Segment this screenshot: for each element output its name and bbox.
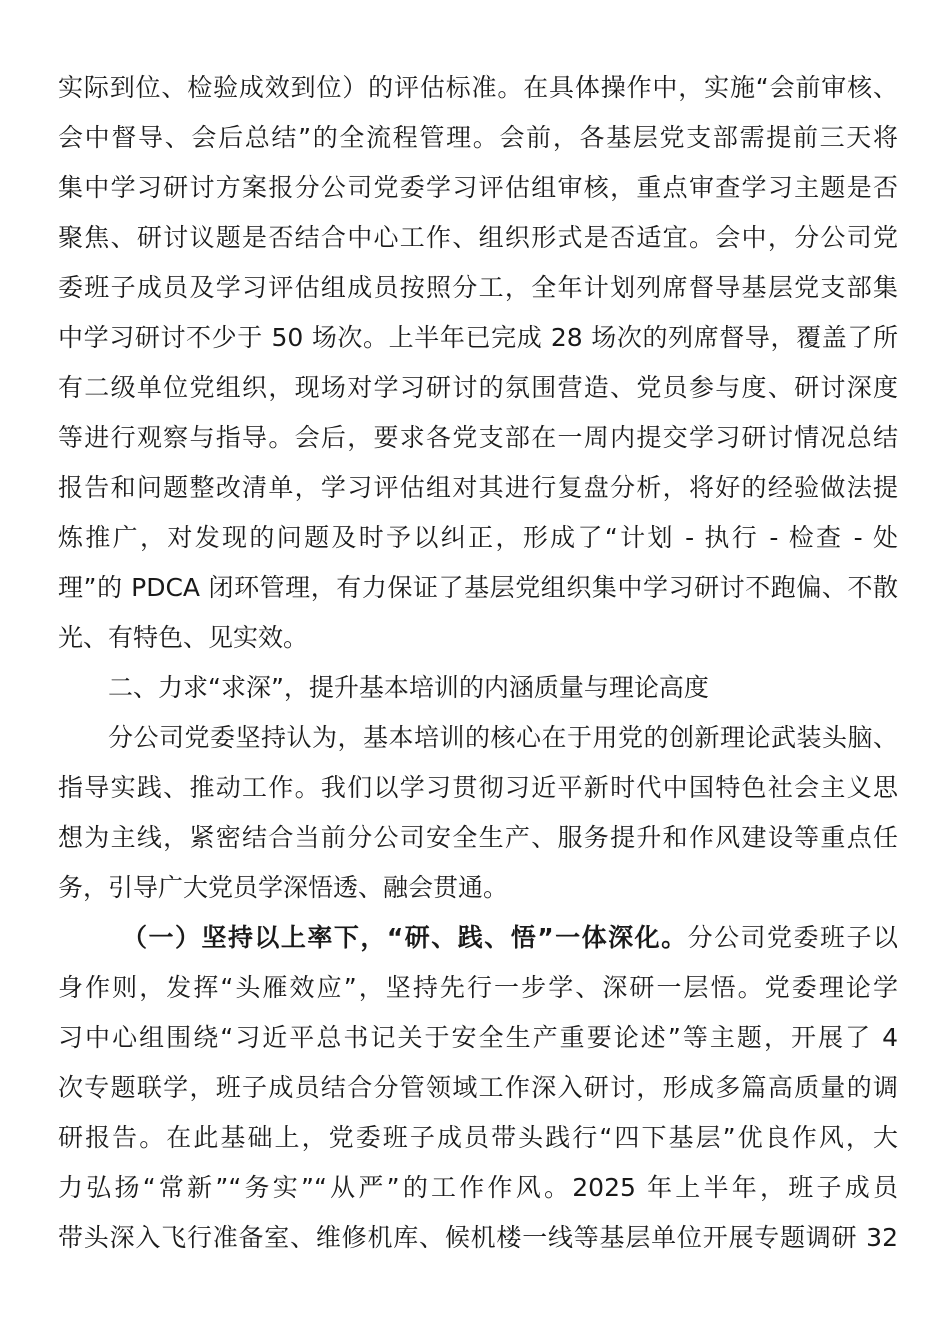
paragraph-line: 研报告。在此基础上，党委班子成员带头践行“四下基层”优良作风，大 xyxy=(58,1123,898,1152)
paragraph-line: 会中督导、会后总结”的全流程管理。会前，各基层党支部需提前三天将 xyxy=(58,123,898,152)
paragraph-line: 等进行观察与指导。会后，要求各党支部在一周内提交学习研讨情况总结 xyxy=(58,423,898,452)
subsection-heading-line xyxy=(122,921,898,955)
paragraph-line: 委班子成员及学习评估组成员按照分工，全年计划列席督导基层党支部集 xyxy=(58,273,898,302)
paragraph-line: 指导实践、推动工作。我们以学习贯彻习近平新时代中国特色社会主义思 xyxy=(58,773,898,802)
paragraph-line: 务，引导广大党员学深悟透、融会贯通。 xyxy=(58,873,509,902)
subsection-heading: （一）坚持以上率下，“研、践、悟”一体深化。 xyxy=(122,923,688,952)
paragraph-line: 习中心组围绕“习近平总书记关于安全生产重要论述”等主题，开展了 4 xyxy=(58,1023,898,1052)
paragraph-line: 实际到位、检验成效到位）的评估标准。在具体操作中，实施“会前审核、 xyxy=(58,73,898,102)
paragraph-line: 报告和问题整改清单，学习评估组对其进行复盘分析，将好的经验做法提 xyxy=(58,473,898,502)
paragraph-line: 想为主线，紧密结合当前分公司安全生产、服务提升和作风建设等重点任 xyxy=(58,823,898,852)
paragraph-line: 身作则，发挥“头雁效应”，坚持先行一步学、深研一层悟。党委理论学 xyxy=(58,973,898,1002)
paragraph-line: 分公司党委坚持认为，基本培训的核心在于用党的创新理论武装头脑、 xyxy=(108,723,898,752)
section-heading: 二、力求“求深”，提升基本培训的内涵质量与理论高度 xyxy=(108,673,709,702)
paragraph-line: 理”的 PDCA 闭环管理，有力保证了基层党组织集中学习研讨不跑偏、不散 xyxy=(58,573,898,602)
subsection-text: 分公司党委班子以 xyxy=(687,923,898,952)
paragraph-line: 聚焦、研讨议题是否结合中心工作、组织形式是否适宜。会中，分公司党 xyxy=(58,223,898,252)
paragraph-line: 力弘扬“常新”“务实”“从严”的工作作风。2025 年上半年，班子成员 xyxy=(58,1173,898,1202)
paragraph-line: 次专题联学，班子成员结合分管领域工作深入研讨，形成多篇高质量的调 xyxy=(58,1073,898,1102)
paragraph-line: 炼推广，对发现的问题及时予以纠正，形成了“计划 - 执行 - 检查 - 处 xyxy=(58,523,898,552)
paragraph-line: 集中学习研讨方案报分公司党委学习评估组审核，重点审查学习主题是否 xyxy=(58,173,898,202)
paragraph-line: 有二级单位党组织，现场对学习研讨的氛围营造、党员参与度、研讨深度 xyxy=(58,373,898,402)
paragraph-line: 带头深入飞行准备室、维修机库、候机楼一线等基层单位开展专题调研 32 xyxy=(58,1223,898,1252)
paragraph-line: 中学习研讨不少于 50 场次。上半年已完成 28 场次的列席督导，覆盖了所 xyxy=(58,323,898,352)
paragraph-line: 光、有特色、见实效。 xyxy=(58,623,309,652)
